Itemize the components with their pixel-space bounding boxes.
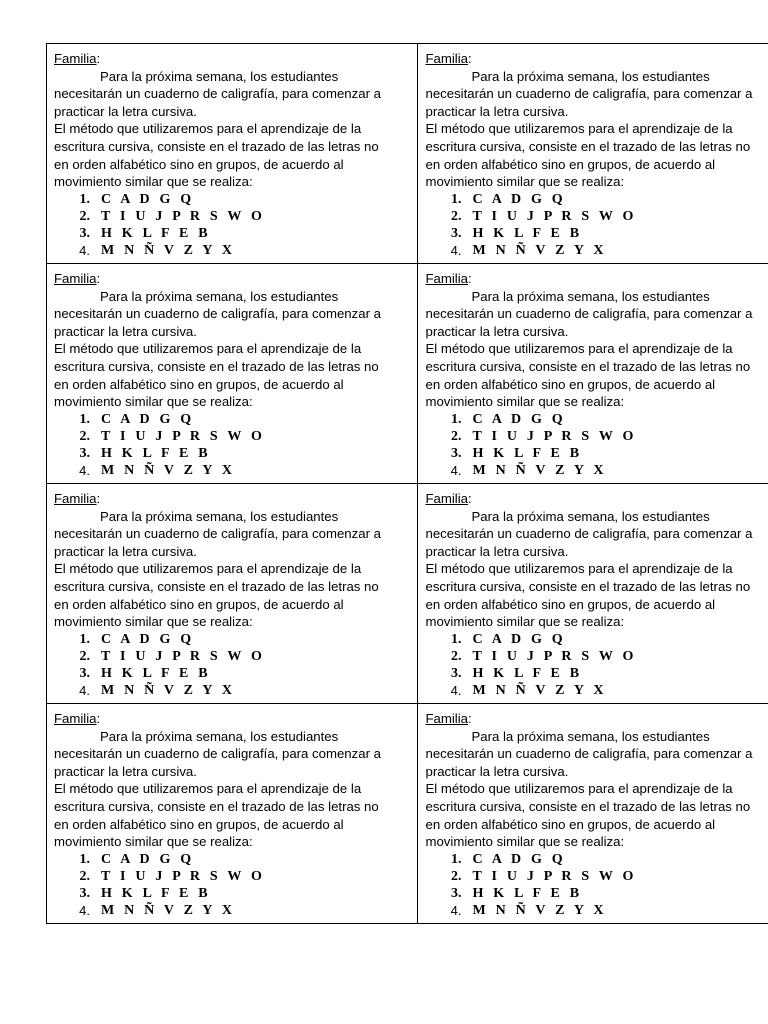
group-number: 2.: [450, 428, 462, 444]
group-number: 3.: [79, 225, 90, 241]
grid-cell: [47, 484, 418, 704]
letter-group-item: [425, 648, 768, 665]
greeting: Familia: [54, 271, 97, 286]
group-letters: M N Ñ V Z Y X: [472, 682, 607, 698]
letter-group-item: [54, 648, 418, 665]
letter-group-item: [54, 682, 418, 699]
greeting-colon: :: [467, 271, 472, 286]
group-number: 3.: [79, 885, 90, 901]
group-number: 1.: [450, 631, 462, 647]
greeting-line: [425, 490, 768, 508]
group-number: 2.: [79, 428, 90, 444]
greeting-line: [54, 710, 418, 728]
letter-groups-list: [425, 411, 768, 479]
notice-card: [54, 490, 418, 699]
group-letters: T I U J P R S W O: [101, 208, 266, 224]
notice-card: [425, 710, 768, 919]
group-letters: T I U J P R S W O: [101, 648, 266, 664]
group-letters: H K L F E B: [101, 445, 211, 461]
notice-text-line: El método que utilizaremos para el aprendizaje de la: [425, 121, 733, 137]
grid-cell: [418, 264, 768, 484]
grid-cell: [47, 264, 418, 484]
notice-text-line: necesitarán un cuaderno de caligrafía, para comenzar a: [425, 746, 753, 762]
group-number: 3.: [450, 885, 462, 901]
greeting-line: [54, 270, 418, 288]
letter-groups-list: [54, 851, 418, 919]
greeting-line: [54, 490, 418, 508]
grid-row: [47, 44, 768, 264]
letter-group-item: [425, 851, 768, 868]
group-number: 2.: [79, 648, 90, 664]
greeting-colon: :: [467, 51, 472, 66]
notice-text-line: necesitarán un cuaderno de caligrafía, para comenzar a: [54, 306, 381, 322]
letter-group-item: [54, 902, 418, 919]
group-number: 2.: [450, 868, 462, 884]
group-letters: C A D G Q: [472, 631, 566, 647]
notice-card: [425, 50, 768, 259]
notice-text-line: practicar la letra cursiva.: [425, 103, 569, 119]
grid-row: [47, 264, 768, 484]
notice-card: [54, 50, 418, 259]
notice-text-line: El método que utilizaremos para el aprendizaje de la: [425, 341, 733, 357]
notice-text-line: practicar la letra cursiva.: [425, 763, 569, 779]
letter-group-item: [425, 445, 768, 462]
greeting-colon: :: [96, 271, 101, 286]
group-number: 4.: [450, 902, 462, 918]
notice-text-line: en orden alfabético sino en grupos, de acuerdo al: [425, 596, 716, 612]
letter-group-item: [54, 411, 418, 428]
group-letters: T I U J P R S W O: [101, 868, 266, 884]
notice-text-line: El método que utilizaremos para el aprendizaje de la: [425, 781, 733, 797]
grid-cell: [47, 44, 418, 264]
grid-cell: [47, 704, 418, 924]
group-letters: T I U J P R S W O: [101, 428, 266, 444]
letter-group-item: [54, 462, 418, 479]
notice-text-line: en orden alfabético sino en grupos, de acuerdo al: [54, 376, 344, 392]
greeting-colon: :: [96, 491, 101, 506]
notice-text-line: en orden alfabético sino en grupos, de acuerdo al: [54, 816, 344, 832]
notice-text-line: en orden alfabético sino en grupos, de acuerdo al: [425, 156, 716, 172]
notice-text-line: en orden alfabético sino en grupos, de acuerdo al: [54, 596, 344, 612]
letter-group-item: [425, 631, 768, 648]
letter-group-item: [54, 242, 418, 259]
greeting-colon: :: [467, 711, 472, 726]
letter-groups-list: [54, 191, 418, 259]
letter-group-item: [54, 445, 418, 462]
letter-group-item: [425, 208, 768, 225]
letter-group-item: [54, 631, 418, 648]
letter-group-item: [425, 462, 768, 479]
notice-text-line: escritura cursiva, consiste en el trazado de las letras no: [425, 358, 751, 374]
group-letters: C A D G Q: [101, 191, 195, 207]
letter-group-item: [54, 665, 418, 682]
greeting-line: [425, 710, 768, 728]
group-letters: M N Ñ V Z Y X: [472, 242, 607, 258]
letter-group-item: [54, 191, 418, 208]
notice-text-line: Para la próxima semana, los estudiantes: [471, 288, 710, 304]
notice-text-line: practicar la letra cursiva.: [54, 763, 197, 779]
notice-text-line: Para la próxima semana, los estudiantes: [100, 68, 339, 84]
notice-text-line: escritura cursiva, consiste en el trazado de las letras no: [54, 798, 379, 814]
letter-groups-list: [425, 631, 768, 699]
group-letters: M N Ñ V Z Y X: [101, 462, 236, 478]
notice-text-line: practicar la letra cursiva.: [425, 323, 569, 339]
greeting: Familia: [425, 711, 468, 726]
group-number: 4.: [450, 242, 462, 258]
greeting: Familia: [54, 51, 97, 66]
group-letters: T I U J P R S W O: [472, 868, 637, 884]
notice-text-line: escritura cursiva, consiste en el trazado de las letras no: [425, 798, 751, 814]
notice-text-line: movimiento similar que se realiza:: [425, 614, 625, 630]
notice-text-line: escritura cursiva, consiste en el trazado de las letras no: [54, 138, 379, 154]
notice-card: [425, 270, 768, 479]
notice-text-line: El método que utilizaremos para el aprendizaje de la: [54, 341, 362, 357]
notice-text-line: movimiento similar que se realiza:: [54, 174, 253, 190]
greeting: Familia: [54, 711, 97, 726]
letter-group-item: [425, 242, 768, 259]
group-letters: T I U J P R S W O: [472, 428, 637, 444]
letter-group-item: [425, 868, 768, 885]
group-number: 3.: [79, 445, 90, 461]
group-number: 2.: [450, 648, 462, 664]
group-letters: H K L F E B: [472, 225, 583, 241]
group-number: 3.: [79, 665, 90, 681]
notice-text-line: El método que utilizaremos para el aprendizaje de la: [54, 561, 362, 577]
group-number: 2.: [450, 208, 462, 224]
notice-text-line: necesitarán un cuaderno de caligrafía, para comenzar a: [54, 526, 381, 542]
notice-text-line: necesitarán un cuaderno de caligrafía, para comenzar a: [54, 86, 381, 102]
notice-text-line: necesitarán un cuaderno de caligrafía, para comenzar a: [425, 86, 753, 102]
group-letters: H K L F E B: [472, 885, 583, 901]
letter-group-item: [425, 428, 768, 445]
greeting: Familia: [425, 491, 468, 506]
group-letters: H K L F E B: [101, 225, 211, 241]
greeting: Familia: [54, 491, 97, 506]
group-letters: M N Ñ V Z Y X: [472, 462, 607, 478]
group-number: 1.: [79, 191, 90, 207]
notice-text-line: El método que utilizaremos para el aprendizaje de la: [54, 781, 362, 797]
notice-text-line: necesitarán un cuaderno de caligrafía, para comenzar a: [425, 526, 753, 542]
group-number: 1.: [79, 631, 90, 647]
notice-text-line: movimiento similar que se realiza:: [54, 834, 253, 850]
group-number: 1.: [79, 851, 90, 867]
group-letters: T I U J P R S W O: [472, 648, 637, 664]
notice-text-line: Para la próxima semana, los estudiantes: [100, 508, 339, 524]
group-number: 2.: [79, 868, 90, 884]
letter-group-item: [54, 225, 418, 242]
group-number: 4.: [79, 242, 90, 258]
letter-group-item: [425, 682, 768, 699]
notice-text-line: escritura cursiva, consiste en el trazado de las letras no: [425, 138, 751, 154]
notice-card: [54, 710, 418, 919]
group-letters: H K L F E B: [472, 665, 583, 681]
letter-group-item: [54, 851, 418, 868]
group-number: 4.: [79, 902, 90, 918]
notice-text-line: movimiento similar que se realiza:: [425, 394, 625, 410]
grid-row: [47, 704, 768, 924]
group-number: 1.: [450, 851, 462, 867]
notice-text-line: escritura cursiva, consiste en el trazado de las letras no: [54, 578, 379, 594]
group-number: 4.: [79, 682, 90, 698]
letter-group-item: [425, 411, 768, 428]
notice-text-line: escritura cursiva, consiste en el trazado de las letras no: [425, 578, 751, 594]
notice-text-line: movimiento similar que se realiza:: [425, 174, 625, 190]
group-letters: H K L F E B: [472, 445, 583, 461]
greeting-line: [425, 50, 768, 68]
letter-group-item: [54, 208, 418, 225]
group-letters: C A D G Q: [472, 191, 566, 207]
group-number: 1.: [79, 411, 90, 427]
notice-card: [425, 490, 768, 699]
notice-text-line: Para la próxima semana, los estudiantes: [471, 68, 710, 84]
group-number: 2.: [79, 208, 90, 224]
group-letters: H K L F E B: [101, 665, 211, 681]
letter-group-item: [54, 868, 418, 885]
group-letters: C A D G Q: [472, 411, 566, 427]
group-letters: T I U J P R S W O: [472, 208, 637, 224]
greeting: Familia: [425, 51, 468, 66]
group-letters: H K L F E B: [101, 885, 211, 901]
notice-text-line: practicar la letra cursiva.: [425, 543, 569, 559]
letter-group-item: [425, 665, 768, 682]
group-letters: C A D G Q: [101, 631, 195, 647]
group-letters: C A D G Q: [472, 851, 566, 867]
letter-groups-list: [425, 851, 768, 919]
letter-group-item: [54, 885, 418, 902]
group-letters: C A D G Q: [101, 851, 195, 867]
group-number: 4.: [450, 682, 462, 698]
group-number: 1.: [450, 411, 462, 427]
group-number: 4.: [79, 462, 90, 478]
notice-text-line: Para la próxima semana, los estudiantes: [471, 728, 710, 744]
notice-text-line: escritura cursiva, consiste en el trazado de las letras no: [54, 358, 379, 374]
notice-text-line: practicar la letra cursiva.: [54, 103, 197, 119]
group-letters: C A D G Q: [101, 411, 195, 427]
group-number: 4.: [450, 462, 462, 478]
greeting-colon: :: [467, 491, 472, 506]
notice-text-line: El método que utilizaremos para el aprendizaje de la: [54, 121, 362, 137]
letter-group-item: [425, 902, 768, 919]
notice-text-line: Para la próxima semana, los estudiantes: [471, 508, 710, 524]
grid-cell: [418, 484, 768, 704]
group-number: 3.: [450, 225, 462, 241]
notice-grid: [46, 43, 768, 924]
group-letters: M N Ñ V Z Y X: [101, 902, 236, 918]
letter-groups-list: [54, 411, 418, 479]
group-letters: M N Ñ V Z Y X: [101, 682, 236, 698]
notice-text-line: practicar la letra cursiva.: [54, 543, 197, 559]
notice-text-line: El método que utilizaremos para el aprendizaje de la: [425, 561, 733, 577]
notice-text-line: movimiento similar que se realiza:: [54, 614, 253, 630]
greeting-line: [54, 50, 418, 68]
group-number: 3.: [450, 445, 462, 461]
grid-row: [47, 484, 768, 704]
letter-group-item: [54, 428, 418, 445]
greeting-colon: :: [96, 51, 101, 66]
notice-text-line: movimiento similar que se realiza:: [425, 834, 625, 850]
letter-group-item: [425, 191, 768, 208]
notice-sheet: [46, 43, 768, 925]
notice-text-line: en orden alfabético sino en grupos, de acuerdo al: [54, 156, 344, 172]
notice-text-line: Para la próxima semana, los estudiantes: [100, 728, 339, 744]
group-number: 3.: [450, 665, 462, 681]
group-letters: M N Ñ V Z Y X: [101, 242, 236, 258]
grid-cell: [418, 704, 768, 924]
notice-text-line: movimiento similar que se realiza:: [54, 394, 253, 410]
letter-groups-list: [425, 191, 768, 259]
letter-group-item: [425, 885, 768, 902]
grid-cell: [418, 44, 768, 264]
greeting-colon: :: [96, 711, 101, 726]
group-letters: M N Ñ V Z Y X: [472, 902, 607, 918]
notice-text-line: practicar la letra cursiva.: [54, 323, 197, 339]
letter-groups-list: [54, 631, 418, 699]
notice-text-line: necesitarán un cuaderno de caligrafía, para comenzar a: [425, 306, 753, 322]
notice-text-line: en orden alfabético sino en grupos, de acuerdo al: [425, 816, 716, 832]
notice-card: [54, 270, 418, 479]
notice-text-line: en orden alfabético sino en grupos, de acuerdo al: [425, 376, 716, 392]
group-number: 1.: [450, 191, 462, 207]
greeting-line: [425, 270, 768, 288]
greeting: Familia: [425, 271, 468, 286]
letter-group-item: [425, 225, 768, 242]
notice-text-line: necesitarán un cuaderno de caligrafía, para comenzar a: [54, 746, 381, 762]
notice-text-line: Para la próxima semana, los estudiantes: [100, 288, 339, 304]
